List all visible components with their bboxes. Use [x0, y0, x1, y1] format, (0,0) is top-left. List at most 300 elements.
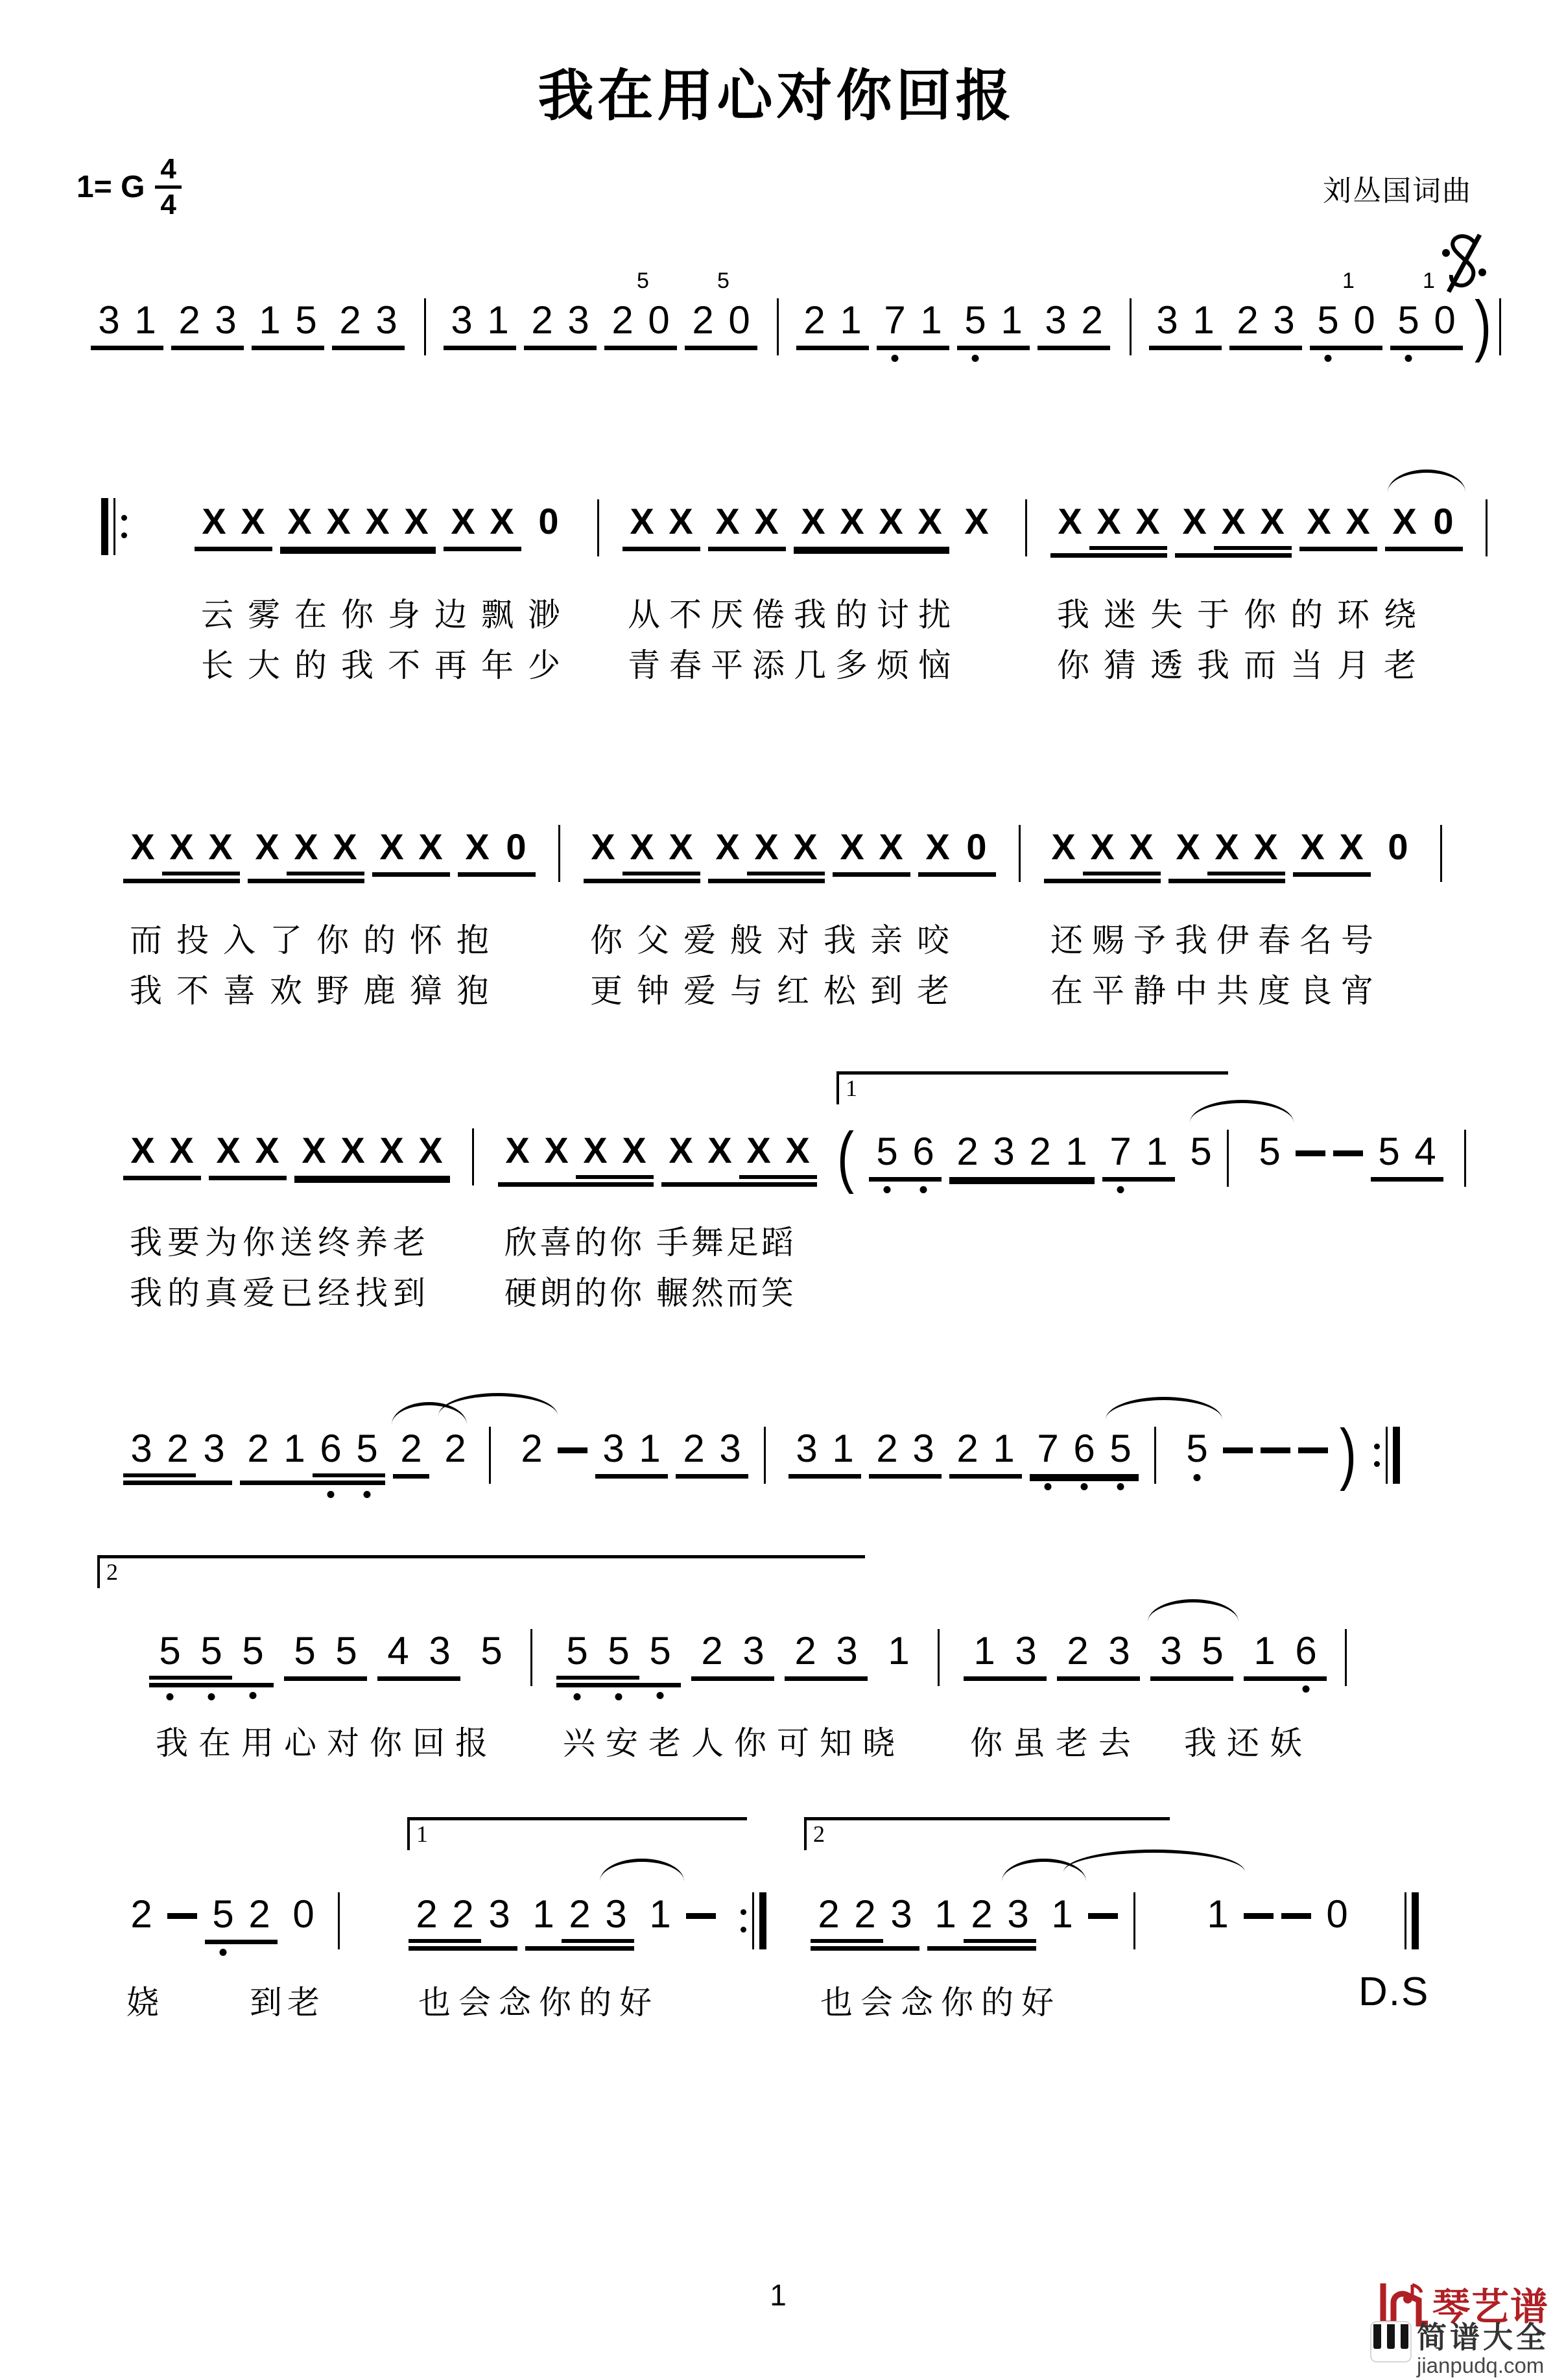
note-value: 3 — [488, 1892, 510, 1936]
volta-number: 1 — [416, 1821, 428, 1847]
note — [576, 1128, 615, 1172]
note — [708, 825, 747, 875]
note-value: X — [669, 1130, 693, 1171]
note — [437, 1427, 473, 1471]
note — [1098, 1629, 1140, 1673]
beam-group — [796, 298, 869, 350]
note-value: 2 — [444, 1427, 466, 1470]
note — [1207, 825, 1246, 869]
lyric-text: 我迷失于你的环绕 — [1057, 597, 1430, 633]
measure — [420, 298, 436, 355]
measure — [1401, 1892, 1429, 1949]
beam-group — [1214, 499, 1292, 550]
barline-single — [1462, 1130, 1469, 1187]
beam-group — [949, 1427, 1022, 1479]
tie-slur-arc — [1063, 1850, 1245, 1872]
dash-duration-mark — [1088, 1913, 1118, 1919]
note — [556, 1629, 598, 1673]
note-value: 5 — [1109, 1427, 1132, 1470]
note-value: 2 — [569, 1892, 591, 1936]
beam-group — [1299, 499, 1377, 551]
note — [1066, 1427, 1102, 1471]
note-value: X — [365, 501, 390, 541]
note-value: 2 — [416, 1892, 438, 1936]
note — [833, 499, 871, 543]
beam-group — [1057, 1629, 1140, 1681]
note-value: 1 — [259, 298, 281, 342]
note-value: 0 — [538, 501, 559, 541]
note-value: 5 — [1259, 1130, 1281, 1173]
note — [595, 1427, 632, 1471]
note-value: 1 — [532, 1892, 554, 1936]
watermark-brand-text: 琴艺谱 — [1432, 2286, 1549, 2329]
note — [332, 298, 368, 342]
note-value: 3 — [1015, 1629, 1037, 1672]
bar-thin-line — [1025, 499, 1027, 556]
note — [1246, 825, 1285, 869]
low-octave-dot — [220, 1949, 227, 1956]
note-value: X — [544, 1130, 569, 1171]
watermark-site-url: jianpudq.com — [1417, 2353, 1545, 2377]
dash-duration-mark — [1333, 1150, 1363, 1156]
note — [123, 1892, 160, 1936]
note — [1168, 825, 1207, 875]
note-value: X — [130, 826, 155, 867]
tie-slur-arc — [1148, 1599, 1239, 1622]
note-value: X — [1339, 826, 1364, 867]
note-value: 5 — [1317, 298, 1339, 342]
dash-duration-mark — [1223, 1447, 1253, 1453]
barline-single — [1438, 825, 1445, 882]
measure — [123, 1128, 458, 1180]
note — [349, 1427, 385, 1471]
low-octave-dot — [1303, 1685, 1310, 1693]
note-value: 2 — [521, 1427, 543, 1470]
note — [149, 1629, 191, 1673]
note-value: 5 — [649, 1629, 671, 1672]
note-value: 1 — [1192, 298, 1215, 342]
note-value: 4 — [1414, 1130, 1436, 1173]
note — [127, 298, 163, 342]
note — [1266, 298, 1302, 342]
bar-thin-line — [938, 1629, 940, 1686]
measure — [584, 825, 1004, 883]
barline-single — [1023, 499, 1030, 556]
note — [1037, 298, 1074, 342]
measure — [554, 825, 571, 882]
note — [1332, 825, 1371, 869]
note — [1390, 298, 1427, 342]
note-value: X — [746, 1130, 771, 1171]
note-value: X — [1260, 501, 1285, 541]
note-value: X — [630, 826, 654, 867]
measure — [1436, 825, 1452, 882]
note-value: 3 — [890, 1892, 912, 1936]
note-value: 2 — [701, 1629, 723, 1672]
note — [1139, 1130, 1175, 1174]
time-signature — [155, 154, 181, 220]
beam-group — [313, 1427, 385, 1477]
note-value: 0 — [1353, 298, 1375, 342]
note-value: 5 — [335, 1629, 357, 1672]
note — [1253, 499, 1292, 543]
measure — [593, 499, 610, 556]
measure — [485, 1427, 501, 1484]
barline-rstart — [99, 498, 130, 555]
note-value: X — [583, 1130, 608, 1171]
volta-bracket — [836, 1071, 1228, 1104]
note-value: 0 — [292, 1892, 314, 1936]
time-numerator: 4 — [155, 154, 181, 189]
grace-note: 1 — [1423, 268, 1435, 293]
note — [284, 1629, 326, 1673]
note — [964, 1629, 1005, 1673]
beam-group — [576, 1128, 654, 1179]
measure — [736, 1892, 777, 1949]
note — [811, 1892, 847, 1936]
beam-group — [1089, 499, 1167, 550]
lyric-text: 从不厌倦我的讨扰 — [628, 597, 960, 633]
note-value: 1 — [973, 1629, 995, 1672]
note-value: 2 — [876, 1427, 898, 1470]
barline-single — [1127, 298, 1134, 355]
beam-group — [747, 825, 825, 875]
note — [444, 298, 480, 342]
beam-group — [1371, 1130, 1443, 1182]
note-value: X — [1129, 826, 1154, 867]
dash-duration-mark — [1296, 1150, 1325, 1156]
note-value: 2 — [683, 1427, 705, 1470]
note-value: 2 — [178, 298, 200, 342]
beam-group — [595, 1427, 668, 1479]
measure — [760, 1427, 776, 1484]
measure — [1149, 268, 1495, 363]
note — [833, 825, 871, 869]
bar-thin-line — [1154, 1427, 1156, 1484]
barline-single — [1152, 1427, 1159, 1484]
measure — [811, 1892, 1126, 1951]
note — [1244, 1629, 1285, 1673]
note — [123, 1128, 162, 1172]
note — [1058, 1130, 1095, 1174]
beam-group — [252, 298, 324, 350]
low-octave-dot — [250, 1692, 257, 1699]
note — [957, 298, 993, 342]
beam-group — [205, 1892, 278, 1944]
note — [986, 1427, 1022, 1471]
note-value: X — [1176, 826, 1200, 867]
lyric-text: D.S — [1358, 1969, 1430, 2014]
note — [409, 1892, 445, 1936]
beam-group — [284, 1629, 367, 1681]
note — [639, 1629, 681, 1680]
note-value: 2 — [794, 1629, 816, 1672]
note — [685, 298, 721, 342]
note-value: 5 — [566, 1629, 588, 1672]
barline-rend — [737, 1892, 769, 1949]
note — [661, 1128, 700, 1179]
note — [778, 1128, 817, 1172]
note — [1371, 1130, 1407, 1174]
note — [1424, 499, 1463, 543]
lyric-text: 也会念你的好 — [418, 1984, 659, 2021]
lyric-text: 你猜透我而当月老 — [1057, 647, 1430, 684]
barline-single — [935, 1629, 942, 1686]
dot — [1374, 1461, 1380, 1467]
lyric-text: 兴安老人你可知晓 — [563, 1725, 905, 1761]
barline-single — [335, 1892, 342, 1949]
note — [444, 499, 482, 543]
note-value: X — [1300, 826, 1325, 867]
note — [1183, 1130, 1219, 1174]
bar-thin-line — [1345, 1629, 1347, 1686]
note — [661, 825, 700, 869]
beam-group — [918, 825, 996, 877]
note-value: 7 — [1109, 1130, 1132, 1173]
beam-group — [1390, 268, 1463, 350]
note-value: X — [287, 501, 312, 541]
lyric-text: 我在用心对你回报 — [156, 1725, 498, 1761]
note — [458, 825, 497, 869]
note-value: 3 — [98, 298, 120, 342]
note — [326, 1629, 367, 1673]
measure — [527, 1629, 543, 1686]
bar-thin-line — [424, 298, 426, 355]
barline-single — [774, 298, 781, 355]
beam-group — [1150, 1629, 1233, 1681]
note — [1310, 298, 1346, 342]
note-value: X — [451, 501, 475, 541]
note — [661, 499, 700, 543]
note — [1022, 1130, 1058, 1174]
note — [949, 1427, 986, 1471]
note — [319, 499, 358, 543]
note-value: X — [302, 1130, 326, 1171]
tie-slur-arc — [438, 1393, 558, 1416]
note-value: 3 — [912, 1427, 934, 1470]
note-value: 3 — [605, 1892, 627, 1936]
note-value: 6 — [912, 1130, 934, 1173]
note — [471, 1629, 512, 1673]
beam-group — [409, 1892, 481, 1943]
barline-single — [595, 499, 602, 556]
measure — [1223, 1130, 1239, 1187]
note — [1299, 499, 1338, 543]
note-value: X — [169, 1130, 194, 1171]
note-value: X — [1182, 501, 1207, 541]
dot — [1374, 1444, 1380, 1449]
note-value: X — [925, 826, 950, 867]
note-value: 3 — [742, 1629, 765, 1672]
note — [1122, 825, 1161, 869]
beam-group — [209, 1128, 287, 1180]
note — [525, 1892, 562, 1943]
low-octave-dot — [327, 1491, 335, 1498]
note — [883, 1892, 919, 1943]
measure — [1341, 1629, 1357, 1686]
note-value: 1 — [934, 1892, 956, 1936]
note-value: 5 — [876, 1130, 898, 1173]
note-value: X — [255, 1130, 279, 1171]
note — [949, 1130, 986, 1174]
note-value: X — [1253, 826, 1278, 867]
note-value: X — [208, 826, 233, 867]
bar-thin-line — [1499, 298, 1501, 355]
note-value: 2 — [956, 1427, 978, 1470]
note-value: 5 — [964, 298, 986, 342]
note — [878, 1629, 919, 1673]
tie-slur-arc — [1106, 1397, 1222, 1420]
note — [287, 825, 326, 869]
note — [529, 499, 568, 543]
beam-group — [377, 1629, 460, 1681]
note — [171, 298, 207, 342]
note-value: 0 — [506, 826, 527, 867]
low-octave-dot — [1117, 1186, 1124, 1193]
note — [905, 1130, 942, 1174]
note-value: 0 — [966, 826, 987, 867]
note-value: X — [505, 1130, 530, 1171]
beam-group — [123, 1128, 201, 1180]
repeat-dots — [741, 1892, 746, 1949]
note — [905, 1427, 942, 1471]
note — [869, 1130, 905, 1174]
note-value: 0 — [1388, 826, 1408, 867]
note — [1005, 1629, 1047, 1673]
note — [294, 1128, 333, 1172]
beam-group — [708, 825, 825, 883]
note-value: X — [418, 1130, 443, 1171]
bar-thin-line — [752, 1892, 754, 1949]
note-value: 1 — [1207, 1892, 1229, 1936]
note — [739, 1128, 778, 1172]
volta-bracket — [407, 1817, 747, 1850]
barline-single — [1224, 1130, 1231, 1187]
note-value: 2 — [611, 298, 634, 342]
note — [1074, 298, 1110, 342]
lyric-text: 娆 — [126, 1984, 164, 2021]
lyric-text: 你父爱般对我亲咬 — [590, 922, 964, 958]
beam-group — [676, 1427, 748, 1479]
measure — [468, 1128, 484, 1185]
low-octave-dot — [1045, 1483, 1052, 1490]
note — [393, 1427, 429, 1471]
page-title: 我在用心对你回报 — [538, 65, 1015, 127]
beam-group — [739, 1128, 817, 1179]
beam-group — [1030, 1427, 1139, 1479]
lyric-text: 云雾在你身边飘渺 — [201, 597, 575, 633]
beam-group — [622, 499, 700, 551]
note — [642, 1892, 678, 1936]
note-value: 5 — [1186, 1427, 1208, 1470]
beam-group — [240, 1427, 385, 1485]
key-signature — [77, 154, 182, 220]
beam-group — [280, 499, 436, 551]
beam-group — [562, 1892, 634, 1943]
note — [524, 298, 560, 342]
note-value: X — [622, 1130, 646, 1171]
lyric-text: 我的真爱已经找到 — [130, 1275, 431, 1311]
note-value: 3 — [719, 1427, 741, 1470]
note — [877, 298, 913, 342]
measure — [773, 298, 789, 355]
note — [419, 1629, 460, 1673]
measure — [788, 1427, 1146, 1479]
note — [927, 1892, 964, 1943]
note — [1285, 1629, 1327, 1673]
note — [632, 1427, 668, 1471]
bar-thin-line — [1019, 825, 1021, 882]
dot — [741, 1927, 746, 1933]
low-octave-dot — [1194, 1474, 1201, 1481]
note-value: 3 — [1108, 1629, 1130, 1672]
note-value: 5 — [1397, 298, 1419, 342]
beam-group — [1385, 499, 1463, 551]
note-value: 3 — [130, 1427, 152, 1470]
barline-final — [1402, 1892, 1421, 1949]
note-value: X — [1221, 501, 1246, 541]
barline-single — [1016, 825, 1023, 882]
measure — [1130, 1892, 1146, 1949]
measure — [833, 1117, 858, 1195]
note-value: 5 — [212, 1892, 234, 1936]
note — [411, 825, 450, 869]
note-value: X — [465, 826, 490, 867]
note-value: X — [418, 826, 443, 867]
time-denominator: 4 — [160, 189, 176, 221]
measure — [1200, 1892, 1363, 1936]
note-value: X — [669, 501, 693, 541]
note-value: X — [715, 501, 740, 541]
measure — [556, 1629, 930, 1687]
measure — [91, 298, 412, 350]
note — [717, 268, 757, 342]
note-value: X — [591, 826, 615, 867]
note — [480, 298, 516, 342]
beam-group — [1175, 499, 1292, 558]
note-value: X — [1097, 501, 1121, 541]
beam-group — [1044, 825, 1161, 883]
note — [1128, 499, 1167, 543]
dash-duration-mark — [167, 1913, 197, 1919]
beam-group — [1050, 499, 1167, 558]
measure — [409, 1892, 724, 1951]
note — [276, 1427, 313, 1477]
note — [826, 1629, 868, 1673]
note-value: 1 — [832, 1427, 854, 1470]
note-value: X — [754, 501, 779, 541]
key-label: 1= G — [77, 170, 145, 205]
piano-keys-icon — [1370, 2321, 1412, 2362]
measure — [964, 1629, 1337, 1681]
beam-group — [332, 298, 405, 350]
note — [560, 298, 597, 342]
note — [785, 1629, 826, 1673]
note — [377, 1629, 419, 1673]
note — [957, 825, 996, 869]
note — [676, 1427, 712, 1471]
note — [372, 825, 411, 869]
measure — [1495, 298, 1512, 355]
measure — [1482, 499, 1498, 556]
measure — [622, 499, 1004, 551]
note — [1185, 298, 1222, 342]
measure — [1044, 825, 1425, 883]
lyric-text: 青春平添几多烦恼 — [628, 647, 960, 684]
note-value: 1 — [1065, 1130, 1087, 1173]
note-value: 2 — [247, 1427, 269, 1470]
measure — [444, 268, 765, 350]
